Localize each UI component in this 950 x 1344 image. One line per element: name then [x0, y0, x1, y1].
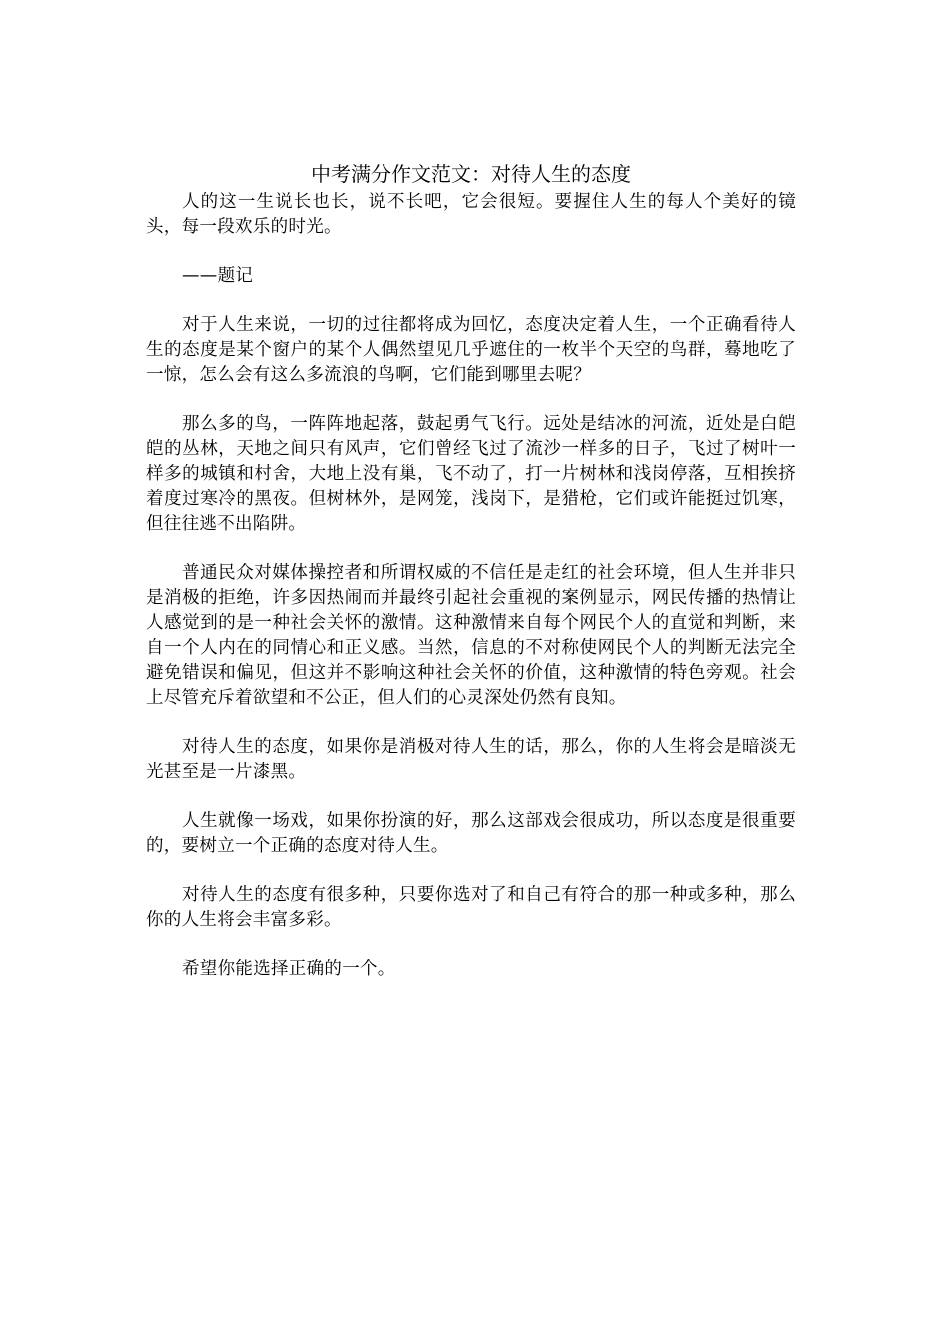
paragraph: 对于人生来说，一切的过往都将成为回忆，态度决定着人生，一个正确看待人生的态度是某个窗户的某个人偶然望见几乎遮住的一枚半个天空的鸟群，蓦地吃了一惊，怎么会有这么多流浪的鸟啊，它们能到哪里去呢？ [146, 315, 796, 385]
paragraph: 那么多的鸟，一阵阵地起落，鼓起勇气飞行。远处是结冰的河流，近处是白皑皑的丛林，天地之间只有风声，它们曾经飞过了流沙一样多的日子，飞过了树叶一样多的城镇和村舍，大地上没有巢，飞不动了，打一片树林和浅岗停落，互相挨挤着度过寒冷的黑夜。但树林外，是网笼，浅岗下，是猎枪，它们或许能挺过饥寒，但往往逃不出陷阱。 [146, 414, 796, 534]
paragraph-intro: 人的这一生说长也长，说不长吧，它会很短。要握住人生的每人个美好的镜头，每一段欢乐的时光。 [146, 192, 796, 237]
document-page [146, 160, 796, 1006]
document-title: 中考满分作文范文：对待人生的态度 [311, 162, 631, 186]
paragraph: 对待人生的态度有很多种，只要你选对了和自己有符合的那一种或多种，那么你的人生将会丰富多彩。 [146, 885, 796, 930]
paragraph: 对待人生的态度，如果你是消极对待人生的话，那么，你的人生将会是暗淡无光甚至是一片漆黑。 [146, 737, 796, 782]
paragraph-closing: 希望你能选择正确的一个。 [182, 959, 396, 979]
paragraph: 人生就像一场戏，如果你扮演的好，那么这部戏会很成功，所以态度是很重要的，要树立一个正确的态度对待人生。 [146, 811, 796, 856]
paragraph-epigraph: ——题记 [182, 266, 254, 286]
paragraph: 普通民众对媒体操控者和所谓权威的不信任是走红的社会环境，但人生并非只是消极的拒绝，许多因热闹而并最终引起社会重视的案例显示，网民传播的热情让人感觉到的是一种社会关怀的激情。这种激情来自每个网民个人的直觉和判断，来自一个人内在的同情心和正义感。当然，信息的不对称使网民个人的判断无法完全避免错误和偏见，但这并不影响这种社会关怀的价值，这种激情的特色旁观。社会上尽管充斥着欲望和不公正，但人们的心灵深处仍然有良知。 [146, 563, 796, 708]
